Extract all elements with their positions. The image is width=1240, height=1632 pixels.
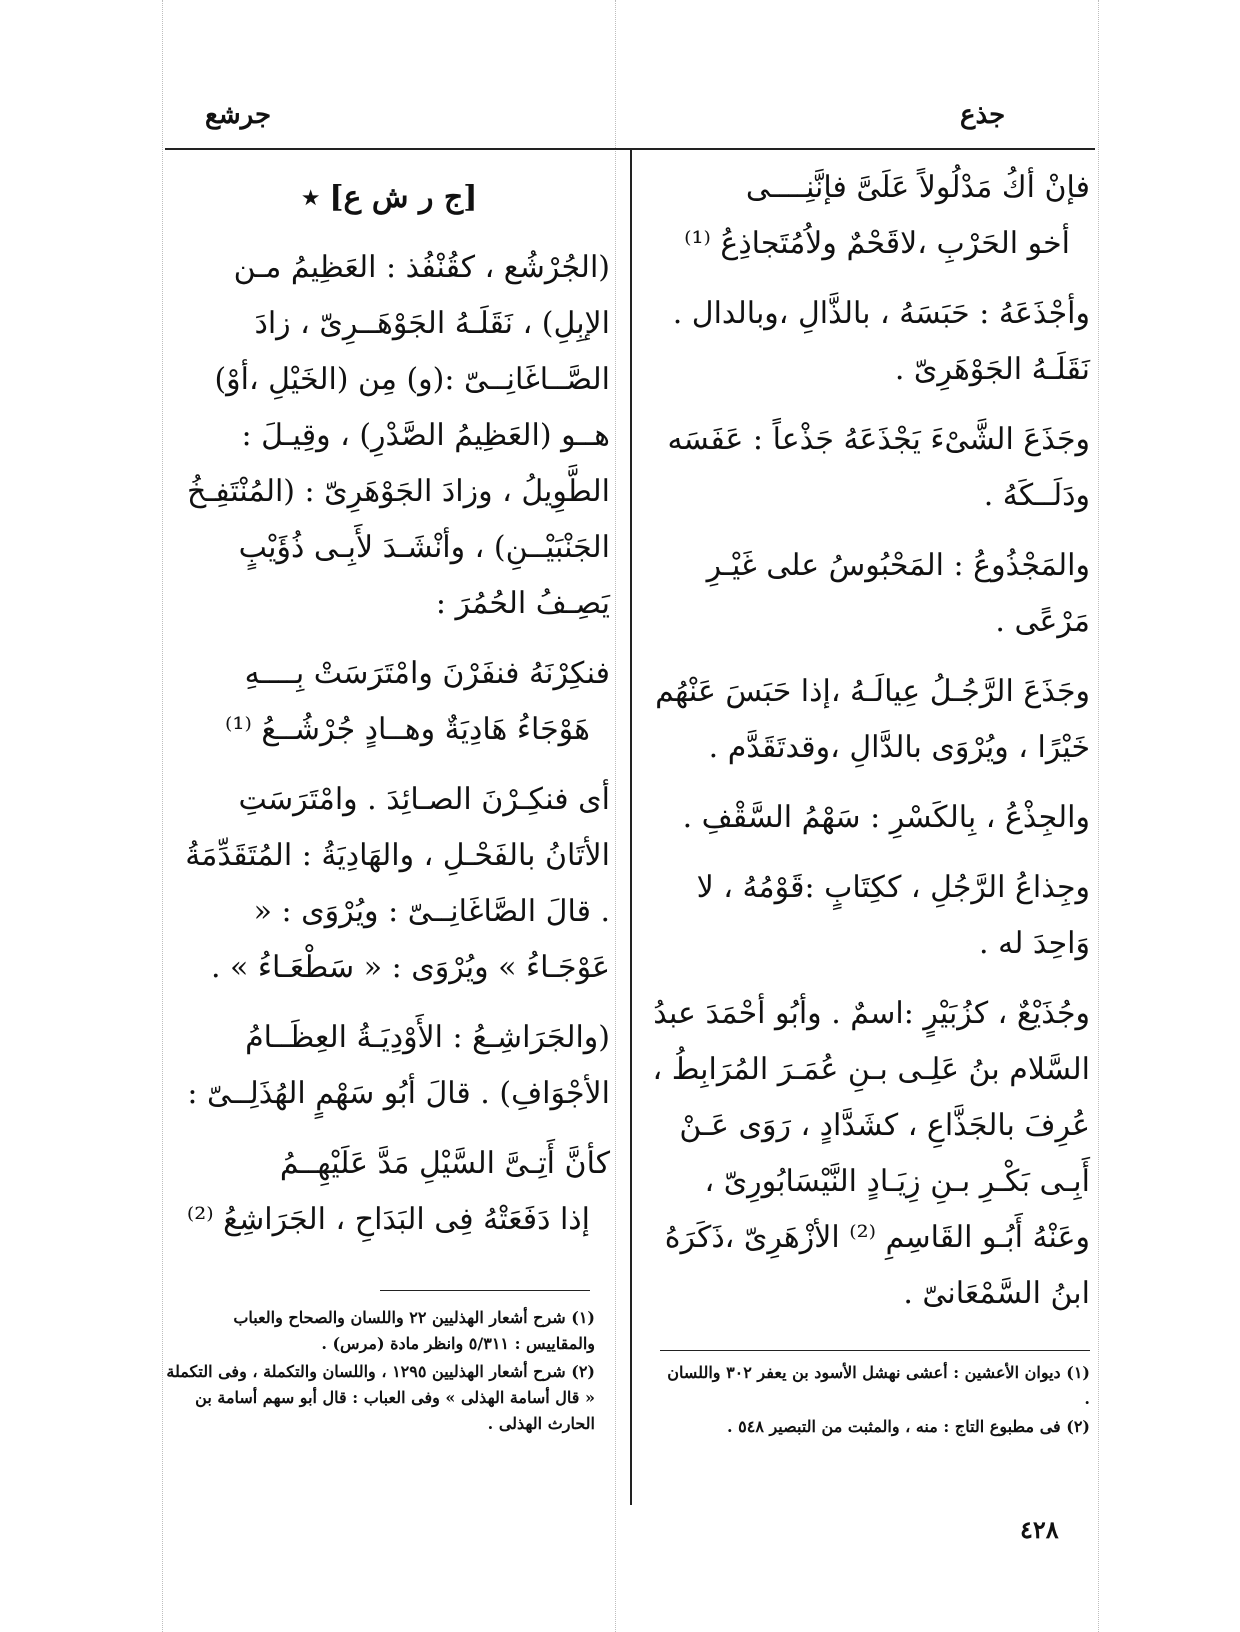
paragraph: (الجُرْشُع ، كقُنْفُذ : العَظِيمُ مـن الإبِلِ) ، نَقَلَـهُ الجَوْهَــرِىّ ، زادَ الصَّــاغَانِــىّ :(و) مِن (الخَيْلِ ،أوْ) هــو (العَظِيمُ الصَّدْرِ) ، وقِيـلَ : الطَّوِيلُ ، وزادَ الجَوْهَرِىّ : (المُنْتَفِـخُ الجَنْبَيْــنِ) ، وأنْشَـدَ لأَبِـى ذُؤَيْبٍ يَصِـفُ الحُمُرَ : [187,250,610,621]
paragraph: أى فنكِـرْنَ الصـائِدَ . وامْتَرَسَتِ الأتَانُ بالفَحْـلِ ، والهَادِيَةُ : المُتَقَدِّمَةُ . قالَ الصَّاغَانِــىّ : ويُرْوَى : « عَوْجَـاءُ » ويُرْوَى : « سَطْعَـاءُ » . [185,782,610,985]
footnote-rule [660,1350,1090,1351]
footnote: (١) شرح أشعار الهذليين ٢٢ واللسان والصحاح والعباب والمقاييس : ٥/٣١١ وانظر مادة (مرس) . [233,1308,595,1353]
paragraph: والمَجْذُوعُ : المَحْبُوسُ على غَيْـرِ مَرْعًى . [706,548,1090,639]
verse [170,1136,610,1248]
paragraph: والجِذْعُ ، بِالكَسْرِ : سَهْمُ السَّقْفِ . [682,800,1090,835]
left-column [170,170,610,1262]
verse-line: فإنْ أكُ مَدْلُولاً عَلَىَّ فإنَّنِــــى [745,170,1090,205]
verse [650,160,1090,272]
footnote: (١) ديوان الأعشين : أعشى نهشل الأسود بن يعفر ٣٠٢ واللسان . [667,1363,1090,1408]
page-number: ٤٢٨ [1020,1515,1059,1544]
verse-line: أخو الحَرْبِ ،لاقَحْمٌ ولاُمُتَجاذِعُ ⁽¹⁾ [684,226,1070,261]
verse-line: إذا دَفَعَتْهُ فِى البَدَاحِ ، الجَرَاشِعُ ⁽²⁾ [186,1202,590,1237]
running-head-right: جذع [960,100,1006,130]
paragraph: (والجَرَاشِـعُ : الأَوْدِيَـةُ العِظَــامُ الأجْوَافِ) . قالَ أبُو سَهْمٍ الهُذَلِــىّ : [187,1020,610,1111]
footnote: (٢) شرح أشعار الهذليين ١٢٩٥ ، واللسان والتكملة ، وفى التكملة « قال أسامة الهذلى » وفى العباب : قال أبو سهم أسامة بن الحارث الهذلى . [166,1362,595,1433]
running-head-left: جرشع [205,100,272,130]
footnote-rule [380,1290,590,1291]
right-column [650,160,1090,1336]
verse [170,646,610,758]
paragraph: وجَذَعَ الشَّىْءَ يَجْذَعَهُ جَذْعاً : عَفَسَه ودَلَــكَهُ . [667,422,1090,513]
paragraph: وجِذاعُ الرَّجُلِ ، ككِتَابٍ :قَوْمُهُ ، لا وَاحِدَ له . [696,870,1090,961]
scan-guide-center [615,0,616,1632]
entry-heading: [ج ر ش ع] ٭ [302,180,478,215]
left-footnotes [165,1305,595,1439]
verse-line: هَوْجَاءُ هَادِيَةٌ وهــادٍ جُرْشُــعُ ⁽¹⁾ [225,712,590,747]
verse-line: كأنَّ أَتِـىَّ السَّيْلِ مَدَّ عَلَيْهِــمُ [279,1146,610,1181]
right-footnotes [660,1360,1090,1442]
column-divider [630,150,632,1505]
scan-guide-right [1098,0,1099,1632]
paragraph: وجُذَيْعٌ ، كزُبَيْرٍ :اسمٌ . وأبُو أحْمَدَ عبدُ السَّلام بنُ عَلِـى بـنِ عُمَـرَ المُرَابِطُ ، عُرِفَ بالجَذَّاعِ ، كشَدَّادٍ ، رَوَى عَـنْ أَبِـى بَكْـرِ بـنِ زِيَـادٍ النَّيْسَابُورِىّ ، وعَنْهُ أَبُـو القَاسِمِ ⁽²⁾ الأزْهَرِىّ ،ذَكَرَهُ ابنُ السَّمْعَانىّ . [652,996,1090,1311]
footnote: (٢) فى مطبوع التاج : منه ، والمثبت من التبصير ٥٤٨ . [726,1417,1090,1436]
paragraph: وجَذَعَ الرَّجُـلُ عِيالَـهُ ،إذا حَبَسَ عَنْهُم خَيْرًا ، ويُرْوَى بالدَّالِ ،وقدتَقَدَّم . [655,674,1090,765]
verse-line: فنكِرْنَهُ فنفَرْنَ وامْتَرَسَتْ بِــــهِ [244,656,610,691]
scan-guide-left [162,0,163,1632]
paragraph: وأجْذَعَهُ : حَبَسَهُ ، بالذَّالِ ،وبالدال . نَقَلَـهُ الجَوْهَرِىّ . [672,296,1090,387]
